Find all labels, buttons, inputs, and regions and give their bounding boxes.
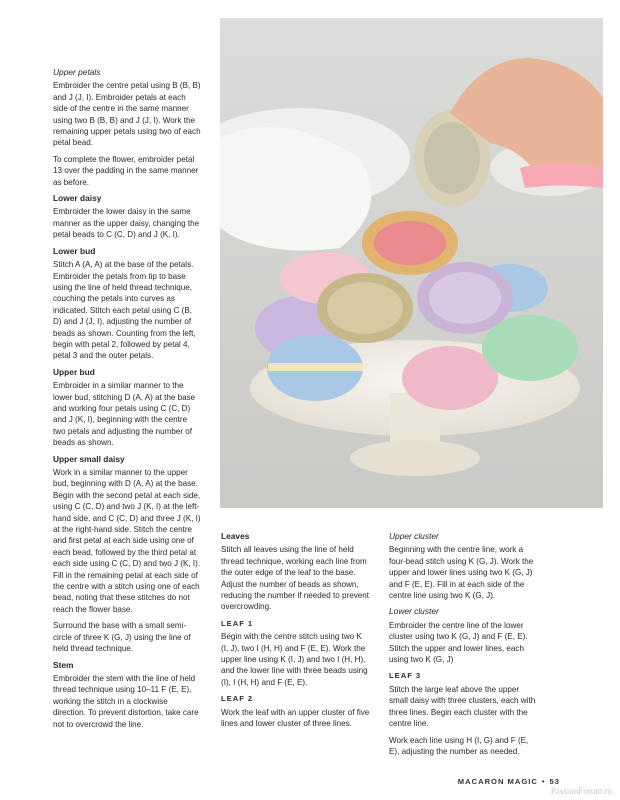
paragraph: Stitch the large leaf above the upper small daisy with three clusters, each with three lines. Begin each cluster with the centre line. [389,684,536,729]
page-number: 53 [549,777,560,786]
heading-upper-bud: Upper bud [53,366,95,377]
text-column-right [389,528,539,762]
heading-leaf-2: LEAF 2 [221,694,254,704]
heading-upper-small-daisy: Upper small daisy [53,453,125,464]
paragraph: Embroider in a similar manner to the lower bud, stitching D (A, A) at the base and working four petals using C (C, D) and J (K, I), beginning with the centre two petals and adjusting the number of beads as shown. [53,381,196,448]
paragraph: Stitch all leaves using the line of held thread technique, working each line from the outer edge of the leaf to the base. Adjust the number of beads as shown, reducing the number if needed to prevent overcrowding. [221,545,370,612]
heading-lower-cluster: Lower cluster [389,606,439,617]
paragraph: Work the leaf with an upper cluster of five lines and lower cluster of three lines. [221,707,370,729]
paragraph: Embroider the stem with the line of held thread technique using 10–11 F (E, E), working the stitch in a clockwise direction. To prevent distortion, take care not to overcrowd the line. [53,673,199,729]
page-footer [458,777,560,786]
paragraph: Surround the base with a small semi-circle of three K (G, J) using the line of held thread technique. [53,621,191,654]
footer-section-title: MACARON MAGIC [457,777,538,786]
footer-bullet: • [541,777,546,786]
text-column-middle [221,528,371,735]
paragraph: Stitch A (A, A) at the base of the petals. Embroider the petals from tip to base using the line of held thread technique, couching the petals into curves as indicated. Stitch each petal using C (B, D) and J (J, I), adjusting the number of beads as shown. Counting from the left, begin with petal 2, followed by petal 4, petal 3 and the outer petals. [53,260,196,361]
heading-upper-petals: Upper petals [53,67,101,77]
heading-lower-bud: Lower bud [53,245,96,256]
heading-leaves: Leaves [221,531,250,541]
heading-lower-daisy: Lower daisy [53,193,102,204]
paragraph: Embroider the centre petal using B (B, B) and J (J, I). Embroider petals at each side of the centre in the same manner using two B (B, B) and J (J, I). Work the remaining upper petals using two of each petal bead. [53,81,201,148]
paragraph: Embroider the centre line of the lower cluster using two K (G, J) and F (E, E). Stitch the upper and lower lines, each using two K (G, J) [389,620,528,665]
text-column-left [53,64,201,735]
paragraph: Begin with the centre stitch using two K (I, J), two I (H, H) and F (E, E). Work the upper line using K (I, J) and two I (H, H), and the lower line with three beads using (I), I (H, H) and F (E, E). [221,632,368,687]
watermark: PassionForum.ru [550,786,612,796]
heading-stem: Stem [53,659,74,670]
heading-upper-cluster: Upper cluster [389,531,439,541]
heading-leaf-3: LEAF 3 [389,671,422,681]
paragraph: Work in a similar manner to the upper bud, beginning with D (A, A) at the base. Begin with the second petal at each side, using C (C, D) and two J (K, I) at the left-hand side, and C (C, D) and three J (K, I) at the right-hand side. Stitch the centre and first petal at each side using one of each bead, followed by the third petal at each side using C (C, D) and two J (K, I). Fill in the remaining petal at each side of the centre with a stitch using one of each bead, noting that these stitches do not reach the flower base. [53,468,201,614]
paragraph: Work each line using H (I, G) and F (E, E), adjusting the number as needed. [389,735,529,756]
paragraph: To complete the flower, embroider petal 13 over the padding in the same manner as before. [53,154,199,187]
paragraph: Embroider the lower daisy in the same manner as the upper daisy, changing the petal beads to C (C, D) and J (K, I). [53,207,200,240]
paragraph: Beginning with the centre line, work a four-bead stitch using K (G, J). Work the upper and lower lines using two K (G, J) and F (E, E). Fill in at each side of the centre line using two K (G, J). [389,545,534,601]
heading-leaf-1: LEAF 1 [221,618,254,628]
photo-illustration [220,18,603,508]
macaron-photo [220,18,603,508]
